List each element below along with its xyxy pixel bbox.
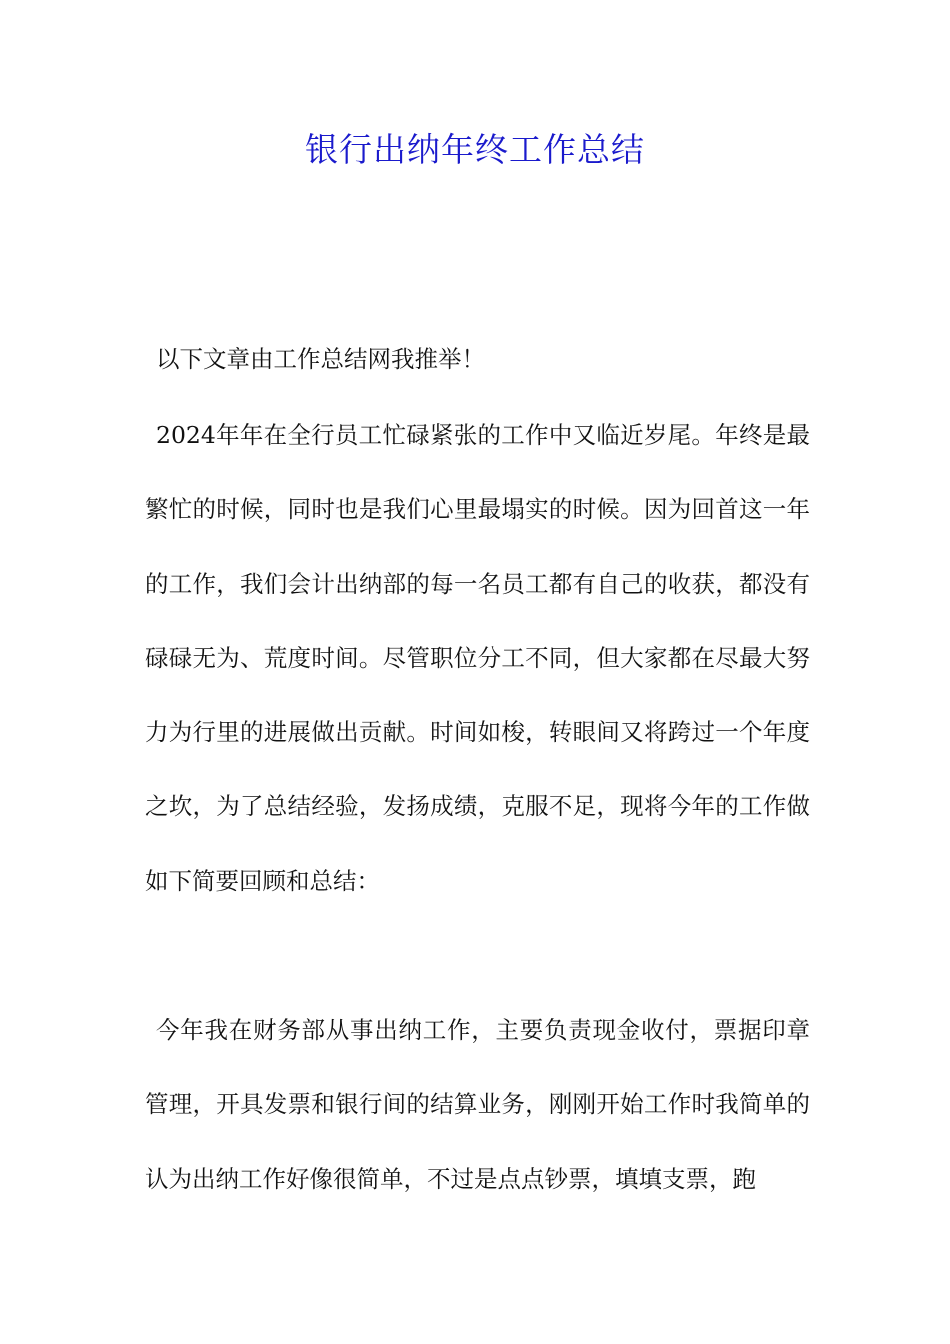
paragraph-2: 今年我在财务部从事出纳工作，主要负责现金收付，票据印章管理，开具发票和银行间的结算业务，刚刚开始工作时我简单的认为出纳工作好像很简单，不过是点点钞票，填填支票，跑 [145,1016,810,1193]
paragraph-2-block [145,993,810,1216]
intro-paragraph-block [145,322,810,396]
paragraph-1-block [145,398,810,918]
intro-paragraph: 以下文章由工作总结网我推举！ [156,345,485,373]
document-title: 银行出纳年终工作总结 [305,130,645,169]
paragraph-1: 2024年年在全行员工忙碌紧张的工作中又临近岁尾。年终是最繁忙的时候，同时也是我们心里最塌实的时候。因为回首这一年的工作，我们会计出纳部的每一名员工都有自己的收获，都没有碌碌无为、荒度时间。尽管职位分工不同，但大家都在尽最大努力为行里的进展做出贡献。时间如梭，转眼间又将跨过一个年度之坎，为了总结经验，发扬成绩，克服不足，现将今年的工作做如下简要回顾和总结： [145,421,810,895]
